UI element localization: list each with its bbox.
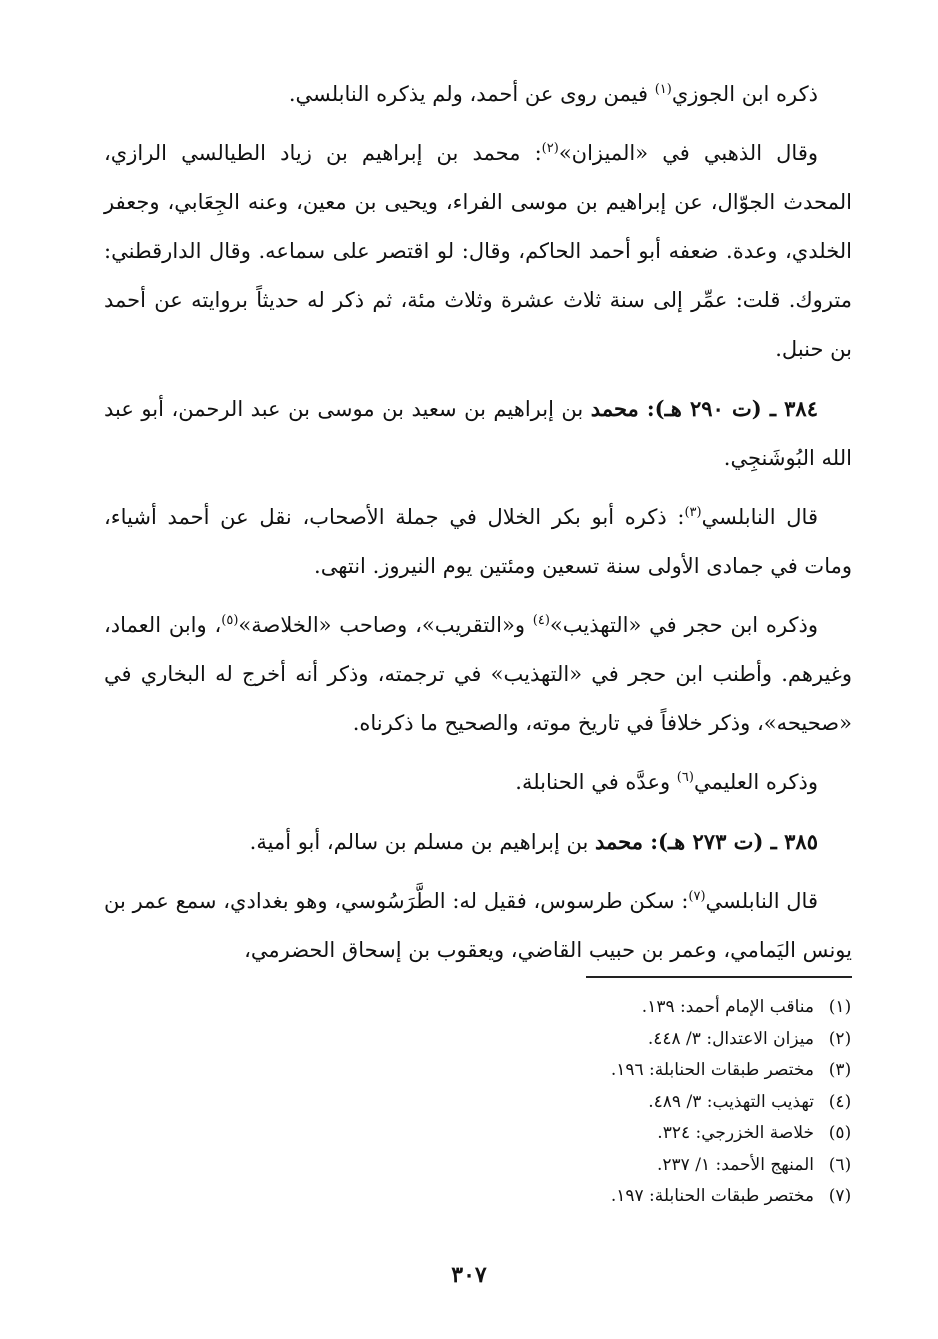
footnote-number: (٦) — [828, 1154, 852, 1175]
text-run: : سكن طرسوس، فقيل له: الطَّرَسُوسي، وهو بغدادي، سمع عمر بن يونس اليَمامي، وعمر بن حبيب القاضي، ويعقوب بن إسحاق الحضرمي، — [104, 889, 852, 962]
footnote-text: خلاصة الخزرجي: ٣٢٤. — [657, 1123, 814, 1143]
text-run: وقال الذهبي في «الميزان» — [558, 141, 818, 165]
text-run: قال النابلسي — [701, 505, 818, 529]
footnote-text: المنهج الأحمد: ١/ ٢٣٧. — [657, 1154, 814, 1175]
footnote-item — [412, 1150, 852, 1182]
text-run: بن إبراهيم بن مسلم بن سالم، أبو أمية. — [249, 830, 595, 854]
footnote-item — [412, 992, 852, 1024]
footnote-number: (٢) — [828, 1028, 852, 1049]
entry-385 — [104, 817, 852, 867]
footnote-ref[interactable]: (٦) — [676, 770, 694, 785]
footnote-text: ميزان الاعتدال: ٣/ ٤٤٨. — [647, 1028, 814, 1049]
paragraph-5 — [104, 601, 852, 748]
paragraph-8 — [104, 877, 852, 975]
footnote-number: (٥) — [828, 1123, 852, 1143]
entry-heading: ٣٨٤ ـ (ت ٢٩٠ هـ): محمد — [590, 396, 818, 421]
text-run: و«التقريب»، وصاحب «الخلاصة» — [238, 613, 533, 637]
footnote-item — [412, 1024, 852, 1056]
footnote-ref[interactable]: (٣) — [684, 505, 702, 520]
text-run: : محمد بن إبراهيم بن زياد الطيالسي الرازي، المحدث الجوّال، عن إبراهيم بن موسى الفراء، ويحيى بن معين، وعنه الجِعَابي، وجعفر الخلدي، وعدة. ضعفه أبو أحمد الحاكم، وقال: لو اقتصر على سماعه. وقال الدارقطني: متروك. قلت: عمِّر إلى سنة ثلاث عشرة وثلاث مئة، ثم ذكر له حديثاً بروايته عن أحمد بن حنبل. — [104, 141, 852, 361]
paragraph-2 — [104, 129, 852, 374]
footnote-text: مختصر طبقات الحنابلة: ١٩٦. — [610, 1060, 814, 1080]
footnote-ref[interactable]: (٥) — [221, 613, 239, 628]
footnote-ref[interactable]: (٤) — [532, 613, 550, 628]
footnote-number: (٣) — [828, 1060, 852, 1080]
text-run: وذكره العليمي — [693, 770, 818, 794]
footnote-number: (١) — [828, 997, 852, 1017]
footnote-text: مناقب الإمام أحمد: ١٣٩. — [641, 997, 814, 1017]
footnote-item — [412, 1087, 852, 1119]
text-run: قال النابلسي — [705, 889, 818, 913]
text-run: فيمن روى عن أحمد، ولم يذكره النابلسي. — [288, 82, 655, 106]
footnote-text: مختصر طبقات الحنابلة: ١٩٧. — [610, 1186, 814, 1206]
main-text — [104, 70, 852, 975]
footnote-number: (٧) — [828, 1186, 852, 1206]
footnote-item — [412, 1181, 852, 1213]
footnotes — [412, 992, 852, 1213]
footnote-ref[interactable]: (١) — [654, 82, 672, 97]
footnote-number: (٤) — [828, 1091, 852, 1112]
paragraph-1 — [104, 70, 852, 119]
footnote-text: تهذيب التهذيب: ٣/ ٤٨٩. — [648, 1091, 814, 1112]
text-run: ، وابن العماد، وغيرهم. وأطنب ابن حجر في «التهذيب» في ترجمته، وذكر أنه أخرج له البخاري في «صحيحه»، وذكر خلافاً في تاريخ موته، والصحيح ما ذكرناه. — [104, 613, 852, 735]
page-number: ٣٠٧ — [451, 1262, 487, 1288]
text-run: وذكره ابن حجر في «التهذيب» — [549, 613, 819, 637]
paragraph-4 — [104, 493, 852, 591]
footnote-item — [412, 1118, 852, 1150]
text-run: ذكره ابن الجوزي — [671, 82, 818, 106]
text-run: بن إبراهيم بن سعيد بن موسى بن عبد الرحمن، أبو عبد الله البُوشَنجِي. — [104, 397, 852, 470]
footnote-ref[interactable]: (٧) — [688, 889, 706, 904]
text-run: وعدَّه في الحنابلة. — [515, 770, 677, 794]
footnote-item — [412, 1055, 852, 1087]
paragraph-6 — [104, 758, 852, 807]
text-run: : ذكره أبو بكر الخلال في جملة الأصحاب، نقل عن أحمد أشياء، ومات في جمادى الأولى سنة تسعين ومئتين يوم النيروز. انتهى. — [104, 505, 852, 578]
entry-heading: ٣٨٥ ـ (ت ٢٧٣ هـ): محمد — [595, 829, 818, 854]
footnote-ref[interactable]: (٢) — [541, 141, 559, 156]
footnote-divider — [586, 976, 852, 978]
entry-384 — [104, 384, 852, 483]
